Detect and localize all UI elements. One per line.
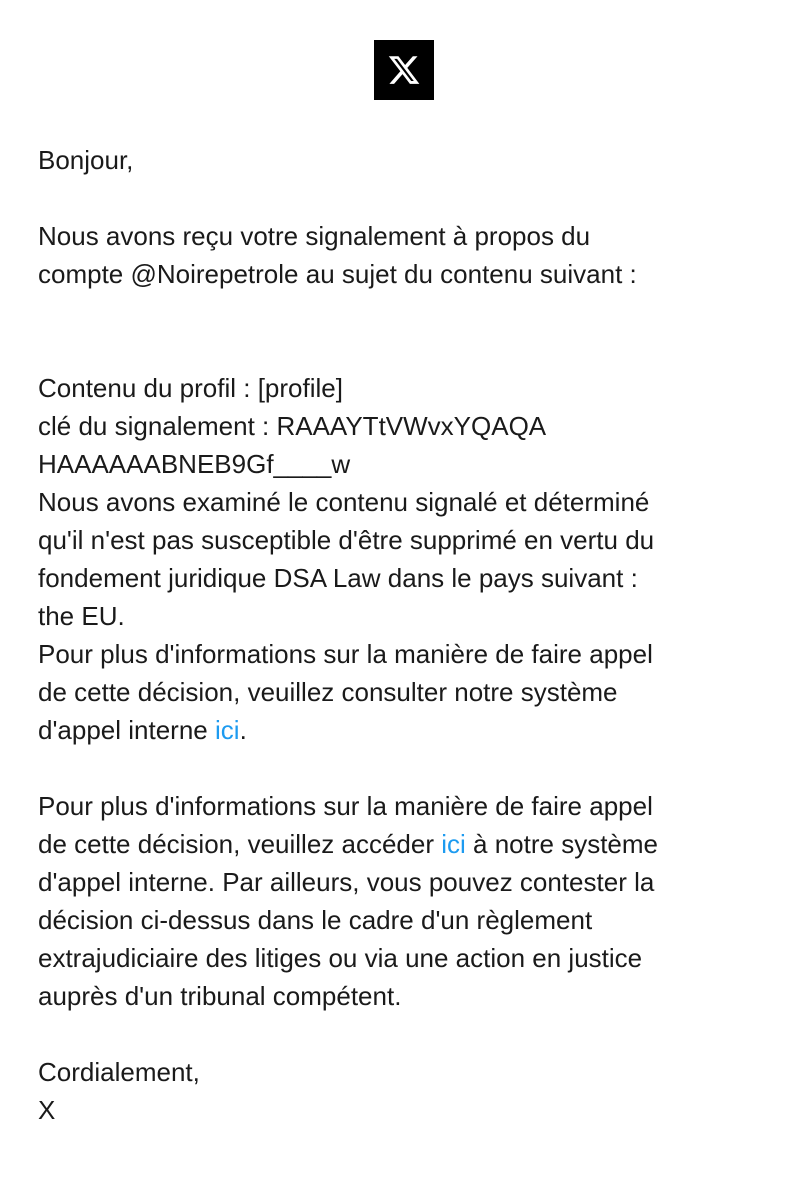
appeal2-line-1: Pour plus d'informations sur la manière de faire appel (38, 791, 653, 821)
appeal1-line-3-end: . (239, 715, 247, 745)
greeting: Bonjour, (38, 145, 134, 175)
appeal2-line-2 (38, 825, 788, 863)
report-key-line-1: clé du signalement : RAAAYTtVWvxYQAQA (38, 411, 547, 441)
x-logo-glyph (387, 53, 421, 87)
decision-line-1: Nous avons examiné le contenu signalé et déterminé (38, 487, 650, 517)
x-logo-icon (374, 40, 434, 100)
decision-line-2: qu'il n'est pas susceptible d'être supprimé en vertu du (38, 525, 655, 555)
appeal1-line-3-text: d'appel interne (38, 715, 215, 745)
decision-line-4: the EU. (38, 601, 125, 631)
appeal2-line-3: d'appel interne. Par ailleurs, vous pouvez contester la (38, 867, 655, 897)
appeal2-line-2-end: à notre système (465, 829, 658, 859)
appeal1-line-1: Pour plus d'informations sur la manière de faire appel (38, 639, 653, 669)
appeal2-link[interactable]: ici (441, 829, 466, 859)
email-body (38, 141, 788, 1129)
appeal1-link[interactable]: ici (215, 715, 240, 745)
decision-line-3: fondement juridique DSA Law dans le pays suivant : (38, 563, 638, 593)
report-key-line-2: HAAAAAABNEB9Gf____w (38, 449, 351, 479)
appeal2-line-6: auprès d'un tribunal compétent. (38, 981, 402, 1011)
appeal2-line-5: extrajudiciaire des litiges ou via une action en justice (38, 943, 643, 973)
appeal2-line-4: décision ci-dessus dans le cadre d'un règlement (38, 905, 593, 935)
appeal1-line-2: de cette décision, veuillez consulter notre système (38, 677, 618, 707)
profile-content: Contenu du profil : [profile] (38, 373, 343, 403)
intro-line-2: compte @Noirepetrole au sujet du contenu suivant : (38, 259, 637, 289)
appeal2-line-2-text: de cette décision, veuillez accéder (38, 829, 442, 859)
signature: X (38, 1095, 56, 1125)
appeal1-line-3 (38, 711, 788, 749)
intro-line-1: Nous avons reçu votre signalement à propos du (38, 221, 591, 251)
closing: Cordialement, (38, 1057, 200, 1087)
